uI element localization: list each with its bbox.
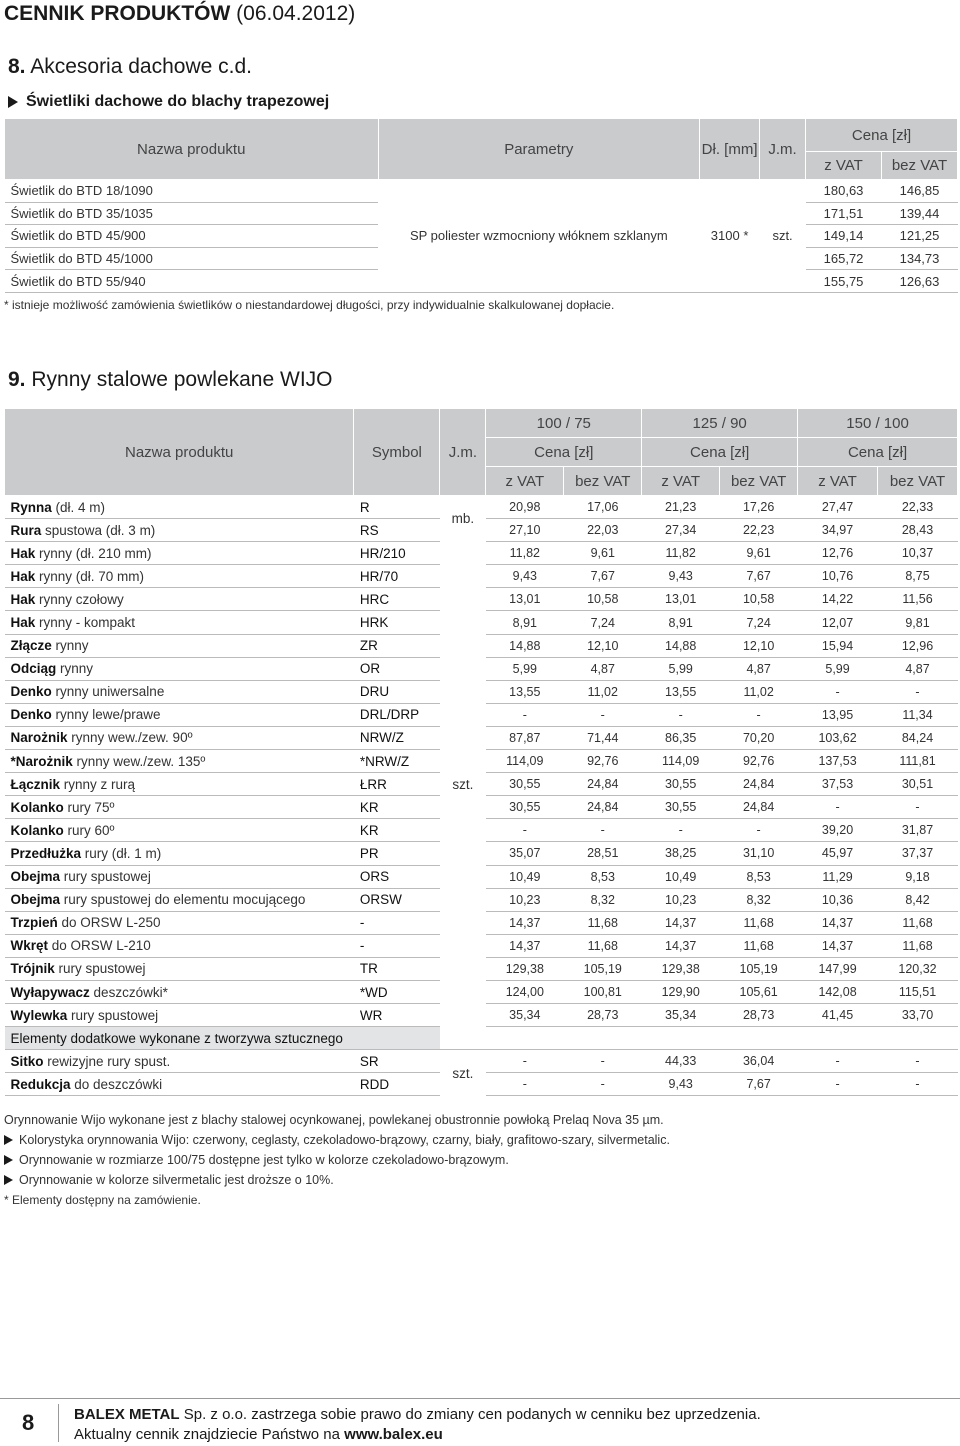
product-name: Wylewka rury spustowej bbox=[5, 1004, 354, 1027]
price-novat: 28,43 bbox=[878, 519, 958, 542]
price-vat: 41,45 bbox=[798, 1004, 878, 1027]
product-name: Hak rynny - kompakt bbox=[5, 611, 354, 634]
price-vat: 12,07 bbox=[798, 611, 878, 634]
product-symbol: ORSW bbox=[354, 888, 440, 911]
triangle-bullet-icon bbox=[4, 1175, 13, 1185]
price-novat: 12,10 bbox=[564, 634, 642, 657]
price-vat: 8,91 bbox=[642, 611, 720, 634]
price-novat: 22,23 bbox=[720, 519, 798, 542]
price-novat: 9,18 bbox=[878, 865, 958, 888]
product-symbol: DRL/DRP bbox=[354, 703, 440, 726]
price-novat: - bbox=[564, 703, 642, 726]
col-novat: bez VAT bbox=[564, 467, 642, 496]
price-vat: 5,99 bbox=[642, 657, 720, 680]
price-novat: 8,75 bbox=[878, 565, 958, 588]
price-novat: 10,58 bbox=[564, 588, 642, 611]
product-name: Hak rynny czołowy bbox=[5, 588, 354, 611]
product-name: Sitko rewizyjne rury spust. bbox=[5, 1050, 354, 1073]
price-novat: 17,26 bbox=[720, 496, 798, 519]
price-vat: 129,38 bbox=[642, 957, 720, 980]
price-vat: 35,34 bbox=[486, 1004, 564, 1027]
footer-divider bbox=[58, 1404, 59, 1442]
price-vat: 14,37 bbox=[642, 934, 720, 957]
product-name: Hak rynny (dł. 210 mm) bbox=[5, 542, 354, 565]
col-price: Cena [zł] bbox=[798, 438, 958, 467]
price-novat: 36,04 bbox=[720, 1050, 798, 1073]
price-novat: 31,10 bbox=[720, 842, 798, 865]
price-vat: 10,36 bbox=[798, 888, 878, 911]
price-novat: - bbox=[564, 1050, 642, 1073]
price-vat: 142,08 bbox=[798, 980, 878, 1003]
price-novat: 115,51 bbox=[878, 980, 958, 1003]
page-title bbox=[4, 2, 355, 26]
product-symbol: HRC bbox=[354, 588, 440, 611]
product-symbol: - bbox=[354, 934, 440, 957]
title-date: (06.04.2012) bbox=[236, 2, 356, 25]
price-novat: 11,68 bbox=[720, 911, 798, 934]
price-novat: 9,61 bbox=[720, 542, 798, 565]
price-vat: - bbox=[642, 703, 720, 726]
price-vat: 14,37 bbox=[798, 934, 878, 957]
price-vat: - bbox=[486, 819, 564, 842]
col-unit: J.m. bbox=[440, 409, 486, 496]
product-symbol: RDD bbox=[354, 1073, 440, 1096]
price-novat: 8,42 bbox=[878, 888, 958, 911]
price-novat: 33,70 bbox=[878, 1004, 958, 1027]
footer-disclaimer: BALEX METAL Sp. z o.o. zastrzega sobie prawo do zmiany cen podanych w cenniku bez uprzedzenia. bbox=[74, 1406, 761, 1423]
price-vat: 10,23 bbox=[486, 888, 564, 911]
product-name: Trzpień do ORSW L-250 bbox=[5, 911, 354, 934]
price-vat: 27,47 bbox=[798, 496, 878, 519]
product-name: Obejma rury spustowej do elementu mocującego bbox=[5, 888, 354, 911]
price-vat: 44,33 bbox=[642, 1050, 720, 1073]
title-text: CENNIK PRODUKTÓW bbox=[4, 2, 231, 25]
price-novat: 11,02 bbox=[720, 680, 798, 703]
price-vat: - bbox=[486, 703, 564, 726]
footer-website: Aktualny cennik znajdziecie Państwo na www.balex.eu bbox=[74, 1426, 443, 1443]
product-name: Odciąg rynny bbox=[5, 657, 354, 680]
section-9-title: 9. Rynny stalowe powlekane WIJO bbox=[8, 368, 333, 391]
price-vat: 14,37 bbox=[798, 911, 878, 934]
price-vat: 21,23 bbox=[642, 496, 720, 519]
col-symbol: Symbol bbox=[354, 409, 440, 496]
price-novat: 70,20 bbox=[720, 726, 798, 749]
price-novat: 8,32 bbox=[720, 888, 798, 911]
price-novat: 134,73 bbox=[882, 247, 958, 270]
table-row bbox=[5, 496, 958, 519]
price-vat: 14,37 bbox=[486, 911, 564, 934]
group-label: Elementy dodatkowe wykonane z tworzywa sztucznego bbox=[5, 1027, 440, 1050]
product-name: Narożnik rynny wew./zew. 90º bbox=[5, 726, 354, 749]
price-novat: 30,51 bbox=[878, 773, 958, 796]
product-symbol: RS bbox=[354, 519, 440, 542]
product-symbol: NRW/Z bbox=[354, 726, 440, 749]
price-vat: 37,53 bbox=[798, 773, 878, 796]
product-name: Kolanko rury 60º bbox=[5, 819, 354, 842]
product-params: SP poliester wzmocniony włóknem szklanym bbox=[378, 180, 700, 293]
price-vat: 180,63 bbox=[806, 180, 882, 203]
footer-rule bbox=[0, 1398, 960, 1399]
note-order: * Elementy dostępny na zamówienie. bbox=[4, 1193, 201, 1207]
price-vat: 137,53 bbox=[798, 750, 878, 773]
page-number: 8 bbox=[22, 1410, 35, 1435]
price-novat: 12,96 bbox=[878, 634, 958, 657]
price-vat: 13,95 bbox=[798, 703, 878, 726]
product-symbol: ZR bbox=[354, 634, 440, 657]
col-vat: z VAT bbox=[806, 152, 882, 180]
price-novat: 11,56 bbox=[878, 588, 958, 611]
subsection-title: Świetliki dachowe do blachy trapezowej bbox=[8, 93, 329, 111]
product-name: Rynna (dł. 4 m) bbox=[5, 496, 354, 519]
price-novat: 7,24 bbox=[564, 611, 642, 634]
price-novat: 28,73 bbox=[564, 1004, 642, 1027]
product-name: Kolanko rury 75º bbox=[5, 796, 354, 819]
price-vat: 45,97 bbox=[798, 842, 878, 865]
price-vat: 11,82 bbox=[642, 542, 720, 565]
notes bbox=[4, 1110, 670, 1210]
col-price: Cena [zł] bbox=[486, 438, 642, 467]
price-vat: - bbox=[486, 1050, 564, 1073]
product-name: Redukcja do deszczówki bbox=[5, 1073, 354, 1096]
product-name: Denko rynny lewe/prawe bbox=[5, 703, 354, 726]
price-vat: 10,49 bbox=[486, 865, 564, 888]
col-name: Nazwa produktu bbox=[5, 409, 354, 496]
price-vat: 13,01 bbox=[642, 588, 720, 611]
col-novat: bez VAT bbox=[878, 467, 958, 496]
price-vat: 10,76 bbox=[798, 565, 878, 588]
product-name: Trójnik rury spustowej bbox=[5, 957, 354, 980]
price-novat: 17,06 bbox=[564, 496, 642, 519]
group-spacer bbox=[440, 1027, 958, 1050]
price-vat: 155,75 bbox=[806, 270, 882, 293]
table-row bbox=[5, 180, 958, 203]
price-vat: 27,10 bbox=[486, 519, 564, 542]
price-novat: 24,84 bbox=[720, 796, 798, 819]
price-vat: 13,55 bbox=[642, 680, 720, 703]
price-vat: 35,07 bbox=[486, 842, 564, 865]
price-novat: 92,76 bbox=[564, 750, 642, 773]
triangle-bullet-icon bbox=[8, 96, 18, 108]
price-vat: 14,88 bbox=[486, 634, 564, 657]
price-novat: 121,25 bbox=[882, 225, 958, 248]
price-vat: 14,88 bbox=[642, 634, 720, 657]
price-vat: 129,90 bbox=[642, 980, 720, 1003]
price-novat: - bbox=[878, 1050, 958, 1073]
price-novat: 28,51 bbox=[564, 842, 642, 865]
price-vat: 5,99 bbox=[798, 657, 878, 680]
price-vat: 124,00 bbox=[486, 980, 564, 1003]
unit-szt: szt. bbox=[452, 776, 474, 792]
price-vat: 14,22 bbox=[798, 588, 878, 611]
product-symbol: KR bbox=[354, 819, 440, 842]
price-vat: 11,29 bbox=[798, 865, 878, 888]
col-name: Nazwa produktu bbox=[5, 119, 379, 180]
price-vat: 149,14 bbox=[806, 225, 882, 248]
price-novat: 31,87 bbox=[878, 819, 958, 842]
price-novat: 24,84 bbox=[564, 773, 642, 796]
product-name: Świetlik do BTD 55/940 bbox=[5, 270, 379, 293]
price-novat: 105,19 bbox=[720, 957, 798, 980]
product-symbol: TR bbox=[354, 957, 440, 980]
product-symbol: KR bbox=[354, 796, 440, 819]
product-symbol: ORS bbox=[354, 865, 440, 888]
product-name: Świetlik do BTD 45/1000 bbox=[5, 247, 379, 270]
price-novat: 8,32 bbox=[564, 888, 642, 911]
price-novat: 24,84 bbox=[564, 796, 642, 819]
price-novat: 11,02 bbox=[564, 680, 642, 703]
price-novat: 10,58 bbox=[720, 588, 798, 611]
price-vat: - bbox=[798, 1073, 878, 1096]
skylight-footnote: * istnieje możliwość zamówienia świetlików o niestandardowej długości, przy indywidualnie skalkulowanej dopłacie. bbox=[4, 298, 615, 312]
price-vat: 27,34 bbox=[642, 519, 720, 542]
col-novat: bez VAT bbox=[882, 152, 958, 180]
size-125-90: 125 / 90 bbox=[642, 409, 798, 438]
price-novat: - bbox=[564, 1073, 642, 1096]
product-length: 3100 * bbox=[700, 180, 760, 293]
price-vat: 9,43 bbox=[642, 565, 720, 588]
gutters-table bbox=[4, 408, 958, 1096]
price-novat: 100,81 bbox=[564, 980, 642, 1003]
price-novat: 7,67 bbox=[720, 1073, 798, 1096]
price-vat: 39,20 bbox=[798, 819, 878, 842]
product-symbol: PR bbox=[354, 842, 440, 865]
price-novat: - bbox=[878, 1073, 958, 1096]
note-bullet: Kolorystyka orynnowania Wijo: czerwony, ceglasty, czekoladowo-brązowy, czarny, biały, grafitowo-szary, silvermetalic. bbox=[4, 1130, 670, 1150]
product-name: Wkręt do ORSW L-210 bbox=[5, 934, 354, 957]
section-8-title: 8. Akcesoria dachowe c.d. bbox=[8, 55, 252, 78]
price-vat: 12,76 bbox=[798, 542, 878, 565]
note-material: Orynnowanie Wijo wykonane jest z blachy stalowej ocynkowanej, powlekanej obustronnie powłoką Prelaq Nova 35 µm. bbox=[4, 1113, 664, 1127]
price-vat: 34,97 bbox=[798, 519, 878, 542]
product-symbol: R bbox=[354, 496, 440, 519]
product-name: Świetlik do BTD 35/1035 bbox=[5, 202, 379, 225]
price-vat: - bbox=[798, 680, 878, 703]
price-novat: 126,63 bbox=[882, 270, 958, 293]
price-vat: 30,55 bbox=[486, 773, 564, 796]
price-vat: 10,49 bbox=[642, 865, 720, 888]
product-symbol: DRU bbox=[354, 680, 440, 703]
price-novat: - bbox=[878, 796, 958, 819]
price-novat: - bbox=[720, 819, 798, 842]
price-vat: 14,37 bbox=[642, 911, 720, 934]
product-name: Świetlik do BTD 45/900 bbox=[5, 225, 379, 248]
price-novat: 8,53 bbox=[564, 865, 642, 888]
product-name: Rura spustowa (dł. 3 m) bbox=[5, 519, 354, 542]
table-row bbox=[5, 542, 958, 565]
table-row bbox=[5, 1050, 958, 1073]
price-vat: 10,23 bbox=[642, 888, 720, 911]
size-150-100: 150 / 100 bbox=[798, 409, 958, 438]
price-novat: 71,44 bbox=[564, 726, 642, 749]
price-vat: 86,35 bbox=[642, 726, 720, 749]
product-symbol: HR/210 bbox=[354, 542, 440, 565]
price-vat: 87,87 bbox=[486, 726, 564, 749]
price-novat: 9,81 bbox=[878, 611, 958, 634]
col-vat: z VAT bbox=[642, 467, 720, 496]
product-unit: szt. bbox=[760, 180, 806, 293]
price-novat: 7,67 bbox=[720, 565, 798, 588]
price-novat: 92,76 bbox=[720, 750, 798, 773]
unit-mb: mb. bbox=[451, 511, 475, 527]
price-vat: 14,37 bbox=[486, 934, 564, 957]
price-vat: - bbox=[486, 1073, 564, 1096]
note-bullet: Orynnowanie w rozmiarze 100/75 dostępne jest tylko w kolorze czekoladowo-brązowym. bbox=[4, 1150, 670, 1170]
group-row bbox=[5, 1027, 958, 1050]
price-vat: 30,55 bbox=[486, 796, 564, 819]
price-novat: 22,33 bbox=[878, 496, 958, 519]
price-vat: 171,51 bbox=[806, 202, 882, 225]
unit-szt: szt. bbox=[452, 1065, 474, 1081]
price-novat: 139,44 bbox=[882, 202, 958, 225]
col-vat: z VAT bbox=[798, 467, 878, 496]
product-symbol: HRK bbox=[354, 611, 440, 634]
page-footer bbox=[0, 1398, 960, 1446]
col-novat: bez VAT bbox=[720, 467, 798, 496]
col-vat: z VAT bbox=[486, 467, 564, 496]
size-100-75: 100 / 75 bbox=[486, 409, 642, 438]
price-vat: 5,99 bbox=[486, 657, 564, 680]
price-novat: 22,03 bbox=[564, 519, 642, 542]
price-vat: 129,38 bbox=[486, 957, 564, 980]
price-novat: 11,68 bbox=[564, 934, 642, 957]
price-vat: 15,94 bbox=[798, 634, 878, 657]
price-novat: 8,53 bbox=[720, 865, 798, 888]
price-novat: 24,84 bbox=[720, 773, 798, 796]
price-vat: 9,43 bbox=[486, 565, 564, 588]
note-bullet: Orynnowanie w kolorze silvermetalic jest droższe o 10%. bbox=[4, 1170, 670, 1190]
product-name: Wyłapywacz deszczówki* bbox=[5, 980, 354, 1003]
price-vat: 8,91 bbox=[486, 611, 564, 634]
col-price: Cena [zł] bbox=[642, 438, 798, 467]
product-name: Obejma rury spustowej bbox=[5, 865, 354, 888]
product-symbol: SR bbox=[354, 1050, 440, 1073]
price-vat: - bbox=[798, 796, 878, 819]
price-novat: 11,68 bbox=[878, 911, 958, 934]
price-novat: 4,87 bbox=[720, 657, 798, 680]
product-symbol: - bbox=[354, 911, 440, 934]
price-novat: 37,37 bbox=[878, 842, 958, 865]
product-symbol: *WD bbox=[354, 980, 440, 1003]
price-vat: 9,43 bbox=[642, 1073, 720, 1096]
price-novat: - bbox=[720, 703, 798, 726]
price-novat: 84,24 bbox=[878, 726, 958, 749]
product-symbol: WR bbox=[354, 1004, 440, 1027]
price-novat: 10,37 bbox=[878, 542, 958, 565]
price-vat: 147,99 bbox=[798, 957, 878, 980]
price-novat: - bbox=[564, 819, 642, 842]
triangle-bullet-icon bbox=[4, 1155, 13, 1165]
price-vat: 11,82 bbox=[486, 542, 564, 565]
product-symbol: ŁRR bbox=[354, 773, 440, 796]
price-vat: 35,34 bbox=[642, 1004, 720, 1027]
price-novat: 11,68 bbox=[878, 934, 958, 957]
price-novat: 11,34 bbox=[878, 703, 958, 726]
price-novat: - bbox=[878, 680, 958, 703]
price-vat: 114,09 bbox=[486, 750, 564, 773]
product-name: *Narożnik rynny wew./zew. 135º bbox=[5, 750, 354, 773]
col-unit: J.m. bbox=[760, 119, 806, 180]
price-novat: 9,61 bbox=[564, 542, 642, 565]
product-name: Hak rynny (dł. 70 mm) bbox=[5, 565, 354, 588]
price-novat: 7,67 bbox=[564, 565, 642, 588]
price-vat: 103,62 bbox=[798, 726, 878, 749]
price-novat: 146,85 bbox=[882, 180, 958, 203]
price-vat: 13,55 bbox=[486, 680, 564, 703]
product-symbol: OR bbox=[354, 657, 440, 680]
price-vat: - bbox=[642, 819, 720, 842]
price-novat: 4,87 bbox=[878, 657, 958, 680]
price-novat: 105,19 bbox=[564, 957, 642, 980]
price-novat: 12,10 bbox=[720, 634, 798, 657]
product-symbol: HR/70 bbox=[354, 565, 440, 588]
product-symbol: *NRW/Z bbox=[354, 750, 440, 773]
price-novat: 4,87 bbox=[564, 657, 642, 680]
price-vat: 20,98 bbox=[486, 496, 564, 519]
price-novat: 7,24 bbox=[720, 611, 798, 634]
price-vat: 30,55 bbox=[642, 796, 720, 819]
col-length: Dł. [mm] bbox=[700, 119, 760, 180]
triangle-bullet-icon bbox=[4, 1135, 13, 1145]
price-vat: 30,55 bbox=[642, 773, 720, 796]
col-price: Cena [zł] bbox=[806, 119, 958, 152]
product-name: Złącze rynny bbox=[5, 634, 354, 657]
price-novat: 105,61 bbox=[720, 980, 798, 1003]
product-name: Przedłużka rury (dł. 1 m) bbox=[5, 842, 354, 865]
price-vat: 13,01 bbox=[486, 588, 564, 611]
price-vat: 114,09 bbox=[642, 750, 720, 773]
product-name: Świetlik do BTD 18/1090 bbox=[5, 180, 379, 203]
price-vat: 165,72 bbox=[806, 247, 882, 270]
price-novat: 11,68 bbox=[720, 934, 798, 957]
price-novat: 28,73 bbox=[720, 1004, 798, 1027]
product-name: Denko rynny uniwersalne bbox=[5, 680, 354, 703]
price-novat: 11,68 bbox=[564, 911, 642, 934]
skylights-table bbox=[4, 118, 958, 293]
price-vat: - bbox=[798, 1050, 878, 1073]
price-novat: 120,32 bbox=[878, 957, 958, 980]
price-vat: 38,25 bbox=[642, 842, 720, 865]
col-params: Parametry bbox=[378, 119, 700, 180]
website-link[interactable]: www.balex.eu bbox=[344, 1426, 443, 1443]
price-novat: 111,81 bbox=[878, 750, 958, 773]
product-name: Łącznik rynny z rurą bbox=[5, 773, 354, 796]
